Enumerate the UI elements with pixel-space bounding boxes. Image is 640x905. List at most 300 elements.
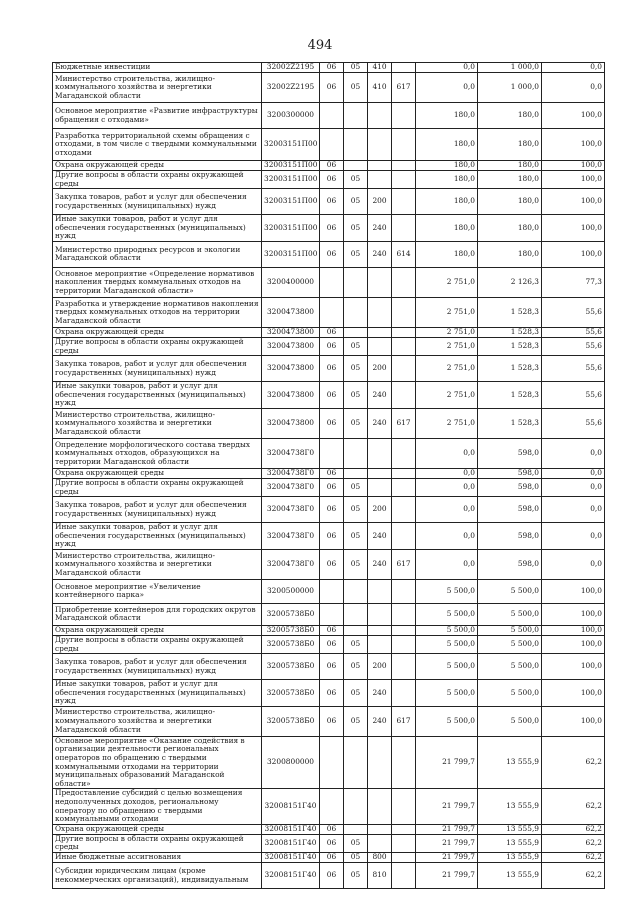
expense-type-code: [368, 635, 392, 653]
administrator-code: [392, 736, 416, 789]
row-name: Определение морфологического состава твердых коммунальных отходов, образующихся на территории Магаданской области: [53, 438, 262, 468]
planned-amount: 0,0: [416, 63, 478, 73]
execution-percent: 100,0: [542, 129, 605, 161]
section-code: [320, 267, 344, 297]
subsection-code: [344, 103, 368, 129]
planned-amount: 5 500,0: [416, 603, 478, 625]
section-code: [320, 438, 344, 468]
target-article-code: 32002Z2195: [262, 63, 320, 73]
expense-type-code: [368, 579, 392, 603]
section-code: 06: [320, 337, 344, 355]
actual-amount: 180,0: [478, 241, 542, 267]
target-article-code: 32004738Г0: [262, 438, 320, 468]
subsection-code: 05: [344, 497, 368, 523]
administrator-code: 617: [392, 73, 416, 103]
actual-amount: 5 500,0: [478, 706, 542, 736]
subsection-code: 05: [344, 549, 368, 579]
section-code: [320, 579, 344, 603]
expense-type-code: [368, 824, 392, 834]
table-row: [53, 171, 605, 189]
administrator-code: [392, 129, 416, 161]
table-row: [53, 523, 605, 550]
section-code: 06: [320, 523, 344, 550]
row-name: Охрана окружающей среды: [53, 468, 262, 478]
table-row: [53, 478, 605, 496]
target-article-code: 32008151Г40: [262, 863, 320, 889]
expense-type-code: 240: [368, 408, 392, 438]
row-name: Бюджетные инвестиции: [53, 63, 262, 73]
execution-percent: 62,2: [542, 863, 605, 889]
target-article-code: 3200473800: [262, 337, 320, 355]
table-row: [53, 579, 605, 603]
section-code: 06: [320, 680, 344, 707]
expense-type-code: 200: [368, 356, 392, 382]
row-name: Министерство строительства, жилищно-коммунального хозяйства и энергетики Магаданской области: [53, 408, 262, 438]
execution-percent: 100,0: [542, 579, 605, 603]
target-article-code: 3200800000: [262, 736, 320, 789]
actual-amount: 180,0: [478, 161, 542, 171]
table-row: [53, 129, 605, 161]
page-number: 494: [307, 38, 333, 53]
expense-type-code: 200: [368, 189, 392, 215]
table-row: [53, 63, 605, 73]
planned-amount: 180,0: [416, 189, 478, 215]
expense-type-code: [368, 736, 392, 789]
table-row: [53, 73, 605, 103]
section-code: 06: [320, 834, 344, 852]
target-article-code: 32005738Б0: [262, 625, 320, 635]
execution-percent: 100,0: [542, 706, 605, 736]
execution-percent: 55,6: [542, 408, 605, 438]
table-row: [53, 549, 605, 579]
row-name: Иные бюджетные ассигнования: [53, 853, 262, 863]
subsection-code: 05: [344, 680, 368, 707]
section-code: 06: [320, 161, 344, 171]
row-name: Другие вопросы в области охраны окружающей среды: [53, 834, 262, 852]
row-name: Охрана окружающей среды: [53, 824, 262, 834]
planned-amount: 5 500,0: [416, 680, 478, 707]
administrator-code: [392, 438, 416, 468]
target-article-code: 32008151Г40: [262, 824, 320, 834]
expense-type-code: [368, 603, 392, 625]
table-row: [53, 706, 605, 736]
planned-amount: 5 500,0: [416, 579, 478, 603]
target-article-code: 32004738Г0: [262, 549, 320, 579]
target-article-code: 32004738Г0: [262, 478, 320, 496]
subsection-code: 05: [344, 356, 368, 382]
row-name: Закупка товаров, работ и услуг для обеспечения государственных (муниципальных) нужд: [53, 654, 262, 680]
subsection-code: 05: [344, 706, 368, 736]
actual-amount: 180,0: [478, 215, 542, 242]
expense-type-code: 240: [368, 215, 392, 242]
target-article-code: 32003151П00: [262, 189, 320, 215]
subsection-code: [344, 625, 368, 635]
planned-amount: 21 799,7: [416, 853, 478, 863]
execution-percent: 62,2: [542, 736, 605, 789]
execution-percent: 55,6: [542, 337, 605, 355]
target-article-code: 32002Z2195: [262, 73, 320, 103]
subsection-code: [344, 129, 368, 161]
expense-type-code: [368, 161, 392, 171]
execution-percent: 0,0: [542, 438, 605, 468]
table-row: [53, 603, 605, 625]
table-row: [53, 297, 605, 327]
table-row: [53, 824, 605, 834]
administrator-code: [392, 356, 416, 382]
subsection-code: [344, 438, 368, 468]
actual-amount: 180,0: [478, 129, 542, 161]
execution-percent: 100,0: [542, 189, 605, 215]
subsection-code: 05: [344, 382, 368, 409]
expense-type-code: 410: [368, 73, 392, 103]
expense-type-code: [368, 834, 392, 852]
table-row: [53, 327, 605, 337]
row-name: Предоставление субсидий с целью возмещения недополученных доходов, региональному оператору по обращению с твердыми коммунальными отходами: [53, 789, 262, 824]
planned-amount: 0,0: [416, 478, 478, 496]
section-code: 06: [320, 863, 344, 889]
execution-percent: 0,0: [542, 497, 605, 523]
row-name: Министерство строительства, жилищно-коммунального хозяйства и энергетики Магаданской области: [53, 549, 262, 579]
actual-amount: 598,0: [478, 549, 542, 579]
expense-type-code: [368, 438, 392, 468]
expense-type-code: [368, 297, 392, 327]
actual-amount: 598,0: [478, 523, 542, 550]
administrator-code: [392, 189, 416, 215]
section-code: 06: [320, 408, 344, 438]
target-article-code: 3200500000: [262, 579, 320, 603]
table-row: [53, 438, 605, 468]
planned-amount: 0,0: [416, 497, 478, 523]
row-name: Разработка и утверждение нормативов накопления твердых коммунальных отходов на территории Магаданской области: [53, 297, 262, 327]
administrator-code: [392, 103, 416, 129]
execution-percent: 100,0: [542, 171, 605, 189]
table-row: [53, 267, 605, 297]
execution-percent: 62,2: [542, 789, 605, 824]
subsection-code: [344, 603, 368, 625]
planned-amount: 180,0: [416, 129, 478, 161]
table-row: [53, 863, 605, 889]
target-article-code: 3200473800: [262, 327, 320, 337]
section-code: 06: [320, 549, 344, 579]
expense-type-code: [368, 625, 392, 635]
actual-amount: 13 555,9: [478, 789, 542, 824]
planned-amount: 0,0: [416, 523, 478, 550]
subsection-code: [344, 468, 368, 478]
section-code: 06: [320, 215, 344, 242]
planned-amount: 5 500,0: [416, 625, 478, 635]
actual-amount: 598,0: [478, 478, 542, 496]
actual-amount: 5 500,0: [478, 603, 542, 625]
table-row: [53, 241, 605, 267]
section-code: 06: [320, 625, 344, 635]
execution-percent: 62,2: [542, 834, 605, 852]
section-code: 06: [320, 327, 344, 337]
section-code: [320, 603, 344, 625]
execution-percent: 0,0: [542, 468, 605, 478]
target-article-code: 32008151Г40: [262, 853, 320, 863]
administrator-code: [392, 523, 416, 550]
actual-amount: 5 500,0: [478, 579, 542, 603]
expense-type-code: 410: [368, 63, 392, 73]
subsection-code: [344, 789, 368, 824]
row-name: Министерство строительства, жилищно-коммунального хозяйства и энергетики Магаданской области: [53, 73, 262, 103]
table-row: [53, 635, 605, 653]
administrator-code: [392, 654, 416, 680]
section-code: 06: [320, 241, 344, 267]
row-name: Закупка товаров, работ и услуг для обеспечения государственных (муниципальных) нужд: [53, 497, 262, 523]
table-row: [53, 408, 605, 438]
expense-type-code: [368, 468, 392, 478]
target-article-code: 32005738Б0: [262, 654, 320, 680]
subsection-code: [344, 327, 368, 337]
planned-amount: 0,0: [416, 468, 478, 478]
administrator-code: [392, 497, 416, 523]
actual-amount: 598,0: [478, 497, 542, 523]
subsection-code: 05: [344, 337, 368, 355]
row-name: Охрана окружающей среды: [53, 327, 262, 337]
execution-percent: 62,2: [542, 853, 605, 863]
budget-table: [52, 62, 605, 889]
expense-type-code: [368, 103, 392, 129]
planned-amount: 180,0: [416, 215, 478, 242]
execution-percent: 100,0: [542, 603, 605, 625]
target-article-code: 32005738Б0: [262, 706, 320, 736]
actual-amount: 1 528,3: [478, 327, 542, 337]
execution-percent: 0,0: [542, 73, 605, 103]
subsection-code: 05: [344, 523, 368, 550]
execution-percent: 55,6: [542, 297, 605, 327]
administrator-code: 614: [392, 241, 416, 267]
table-row: [53, 382, 605, 409]
administrator-code: 617: [392, 706, 416, 736]
table-row: [53, 497, 605, 523]
table-row: [53, 654, 605, 680]
target-article-code: 32008151Г40: [262, 789, 320, 824]
administrator-code: [392, 789, 416, 824]
row-name: Министерство природных ресурсов и экологии Магаданской области: [53, 241, 262, 267]
planned-amount: 5 500,0: [416, 635, 478, 653]
execution-percent: 100,0: [542, 680, 605, 707]
subsection-code: 05: [344, 834, 368, 852]
actual-amount: 180,0: [478, 189, 542, 215]
actual-amount: 1 528,3: [478, 337, 542, 355]
target-article-code: 32004738Г0: [262, 468, 320, 478]
planned-amount: 5 500,0: [416, 654, 478, 680]
planned-amount: 180,0: [416, 161, 478, 171]
administrator-code: [392, 327, 416, 337]
execution-percent: 55,6: [542, 382, 605, 409]
actual-amount: 5 500,0: [478, 654, 542, 680]
planned-amount: 2 751,0: [416, 297, 478, 327]
planned-amount: 2 751,0: [416, 337, 478, 355]
planned-amount: 21 799,7: [416, 863, 478, 889]
row-name: Другие вопросы в области охраны окружающей среды: [53, 478, 262, 496]
subsection-code: [344, 824, 368, 834]
administrator-code: 617: [392, 549, 416, 579]
actual-amount: 598,0: [478, 468, 542, 478]
administrator-code: [392, 468, 416, 478]
table-row: [53, 337, 605, 355]
target-article-code: 32003151П00: [262, 215, 320, 242]
row-name: Иные закупки товаров, работ и услуг для обеспечения государственных (муниципальных) нужд: [53, 523, 262, 550]
row-name: Иные закупки товаров, работ и услуг для обеспечения государственных (муниципальных) нужд: [53, 680, 262, 707]
subsection-code: 05: [344, 654, 368, 680]
row-name: Охрана окружающей среды: [53, 161, 262, 171]
expense-type-code: 240: [368, 523, 392, 550]
actual-amount: 13 555,9: [478, 834, 542, 852]
administrator-code: [392, 215, 416, 242]
row-name: Другие вопросы в области охраны окружающей среды: [53, 171, 262, 189]
table-row: [53, 853, 605, 863]
administrator-code: [392, 625, 416, 635]
target-article-code: 32005738Б0: [262, 603, 320, 625]
planned-amount: 180,0: [416, 171, 478, 189]
subsection-code: [344, 297, 368, 327]
row-name: Иные закупки товаров, работ и услуг для обеспечения государственных (муниципальных) нужд: [53, 215, 262, 242]
administrator-code: [392, 161, 416, 171]
execution-percent: 0,0: [542, 478, 605, 496]
row-name: Основное мероприятие «Определение нормативов накопления твердых коммунальных отходов на территории Магаданской области»: [53, 267, 262, 297]
actual-amount: 13 555,9: [478, 824, 542, 834]
execution-percent: 100,0: [542, 625, 605, 635]
section-code: 06: [320, 478, 344, 496]
administrator-code: [392, 297, 416, 327]
subsection-code: [344, 267, 368, 297]
actual-amount: 598,0: [478, 438, 542, 468]
execution-percent: 100,0: [542, 215, 605, 242]
execution-percent: 55,6: [542, 327, 605, 337]
target-article-code: 32008151Г40: [262, 834, 320, 852]
section-code: 06: [320, 706, 344, 736]
expense-type-code: 240: [368, 706, 392, 736]
section-code: [320, 103, 344, 129]
row-name: Основное мероприятие «Увеличение контейнерного парка»: [53, 579, 262, 603]
expense-type-code: 240: [368, 680, 392, 707]
execution-percent: 100,0: [542, 654, 605, 680]
expense-type-code: [368, 129, 392, 161]
section-code: [320, 789, 344, 824]
table-row: [53, 736, 605, 789]
actual-amount: 5 500,0: [478, 625, 542, 635]
expense-type-code: [368, 267, 392, 297]
subsection-code: [344, 579, 368, 603]
table-row: [53, 789, 605, 824]
subsection-code: 05: [344, 189, 368, 215]
administrator-code: [392, 603, 416, 625]
subsection-code: 05: [344, 478, 368, 496]
section-code: 06: [320, 356, 344, 382]
expense-type-code: [368, 327, 392, 337]
subsection-code: 05: [344, 863, 368, 889]
table-row: [53, 356, 605, 382]
section-code: 06: [320, 468, 344, 478]
actual-amount: 1 000,0: [478, 73, 542, 103]
target-article-code: 3200473800: [262, 297, 320, 327]
administrator-code: [392, 171, 416, 189]
table-row: [53, 834, 605, 852]
actual-amount: 1 528,3: [478, 297, 542, 327]
section-code: [320, 736, 344, 789]
planned-amount: 5 500,0: [416, 706, 478, 736]
execution-percent: 100,0: [542, 161, 605, 171]
target-article-code: 32003151П00: [262, 161, 320, 171]
planned-amount: 0,0: [416, 438, 478, 468]
execution-percent: 100,0: [542, 635, 605, 653]
row-name: Закупка товаров, работ и услуг для обеспечения государственных (муниципальных) нужд: [53, 356, 262, 382]
table-row: [53, 189, 605, 215]
actual-amount: 180,0: [478, 103, 542, 129]
row-name: Разработка территориальной схемы обращения с отходами, в том числе с твердыми коммунальными отходами: [53, 129, 262, 161]
section-code: 06: [320, 382, 344, 409]
planned-amount: 2 751,0: [416, 408, 478, 438]
execution-percent: 77,3: [542, 267, 605, 297]
actual-amount: 2 126,3: [478, 267, 542, 297]
table-row: [53, 625, 605, 635]
expense-type-code: 200: [368, 497, 392, 523]
administrator-code: [392, 478, 416, 496]
planned-amount: 2 751,0: [416, 267, 478, 297]
expense-type-code: 240: [368, 241, 392, 267]
subsection-code: 05: [344, 171, 368, 189]
planned-amount: 180,0: [416, 241, 478, 267]
target-article-code: 3200300000: [262, 103, 320, 129]
planned-amount: 21 799,7: [416, 736, 478, 789]
actual-amount: 1 000,0: [478, 63, 542, 73]
expense-type-code: [368, 478, 392, 496]
execution-percent: 100,0: [542, 103, 605, 129]
table-row: [53, 161, 605, 171]
expense-type-code: 200: [368, 654, 392, 680]
row-name: Другие вопросы в области охраны окружающей среды: [53, 337, 262, 355]
subsection-code: 05: [344, 63, 368, 73]
row-name: Министерство строительства, жилищно-коммунального хозяйства и энергетики Магаданской области: [53, 706, 262, 736]
row-name: Основное мероприятие «Развитие инфраструктуры обращения с отходами»: [53, 103, 262, 129]
administrator-code: [392, 824, 416, 834]
expense-type-code: [368, 171, 392, 189]
section-code: 06: [320, 171, 344, 189]
planned-amount: 0,0: [416, 73, 478, 103]
section-code: 06: [320, 63, 344, 73]
section-code: 06: [320, 853, 344, 863]
execution-percent: 55,6: [542, 356, 605, 382]
row-name: Иные закупки товаров, работ и услуг для обеспечения государственных (муниципальных) нужд: [53, 382, 262, 409]
target-article-code: 32003151П00: [262, 241, 320, 267]
row-name: Основное мероприятие «Оказание содействия в организации деятельности региональных операторов по обращению с твердыми коммунальными отходами на территории муниципальных образований Магаданской области»: [53, 736, 262, 789]
section-code: [320, 297, 344, 327]
actual-amount: 180,0: [478, 171, 542, 189]
execution-percent: 62,2: [542, 824, 605, 834]
target-article-code: 32004738Г0: [262, 523, 320, 550]
subsection-code: 05: [344, 241, 368, 267]
row-name: Субсидии юридическим лицам (кроме некоммерческих организаций), индивидуальным: [53, 863, 262, 889]
actual-amount: 1 528,3: [478, 382, 542, 409]
planned-amount: 2 751,0: [416, 382, 478, 409]
expense-type-code: 240: [368, 382, 392, 409]
target-article-code: 32005738Б0: [262, 635, 320, 653]
actual-amount: 5 500,0: [478, 680, 542, 707]
row-name: Приобретение контейнеров для городских округов Магаданской области: [53, 603, 262, 625]
actual-amount: 13 555,9: [478, 736, 542, 789]
target-article-code: 32003151П00: [262, 129, 320, 161]
expense-type-code: 800: [368, 853, 392, 863]
actual-amount: 13 555,9: [478, 853, 542, 863]
subsection-code: [344, 161, 368, 171]
row-name: Закупка товаров, работ и услуг для обеспечения государственных (муниципальных) нужд: [53, 189, 262, 215]
execution-percent: 0,0: [542, 523, 605, 550]
section-code: 06: [320, 635, 344, 653]
row-name: Другие вопросы в области охраны окружающей среды: [53, 635, 262, 653]
target-article-code: 32004738Г0: [262, 497, 320, 523]
